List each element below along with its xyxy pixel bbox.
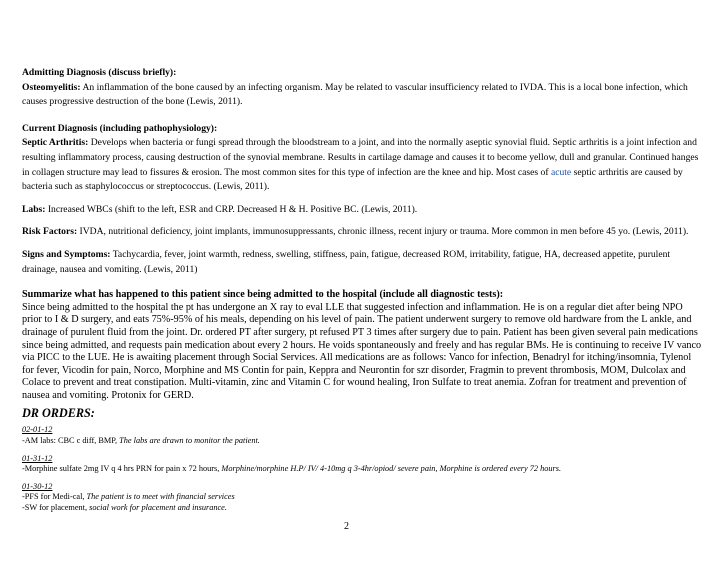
summary-heading: Summarize what has happened to this patient since being admitted to the hospital (include all diagnostic tests): (22, 289, 504, 301)
admitting-diagnosis-section (22, 66, 702, 110)
order-date: 01-31-12 (22, 453, 53, 463)
order-date: 01-30-12 (22, 481, 53, 491)
order-text: -Morphine sulfate 2mg IV q 4 hrs PRN for pain x 72 hours, (22, 464, 222, 474)
current-diagnosis-section (22, 122, 702, 195)
septic-arthritis-text: Develops when bacteria or fungi spread through the bloodstream to a joint, and into the normally aseptic synovial fluid. Septic arthritis is a joint infection and resulting inflammatory process, causing destruction of the synovial membrane. Results in cartilage damage and causes it to become yellow, dull and granular. Continued hanges in collagen structure may lead to fissures & erosion. The most common sites for this type of infection are the knee and hip. Most cases of (22, 137, 699, 178)
order-group (22, 454, 702, 475)
labs-section (22, 203, 702, 218)
risk-factors-section (22, 225, 702, 240)
order-text: -SW for placement, (22, 503, 90, 513)
admitting-diagnosis-heading: Admitting Diagnosis (discuss briefly): (22, 67, 177, 78)
dr-orders-list (22, 425, 702, 513)
order-line (22, 503, 702, 514)
document-page (22, 66, 702, 514)
risk-factors-text: IVDA, nutritional deficiency, joint implants, immunosuppressants, chronic illness, recent injury or trauma. More common in men before 45 yo. (Lewis, 2011). (77, 226, 689, 238)
order-rationale: social work for placement and insurance. (89, 503, 227, 513)
summary-text: Since being admitted to the hospital the pt has undergone an X ray to eval LLE that suggested infection and inflammation. He is on a regular diet after being NPO prior to I & D surgery, and eats 75%-95% of his meals, depending on his level of pain. The patient underwent surgery to remove old hardware from the L ankle, and drainage of purulent fluid from the joint. Dr. ordered PT after surgery, pt refused PT 3 times after surgery due to pain. Patient has been given several pain medications since being admitted, and requests pain medication about every 2 hours. He voids spontaneously and freely and has regular BMs. He is continuing to receive IV vanco via PICC to the LUE. He is awaiting placement through Social Services. All medications are as follows: Vanco for infection, Benadryl for itching/insomnia, Tylenol for fever, Vicodin for pain, Norco, Morphine and MS Contin for pain, Keppra and Neurontin for szr disorder, Fragmin to prevent thrombosis, MOM, Dulcolax and Colace to prevent and treat constipation. Multi-vitamin, zinc and Vitamin C for wound healing, Iron Sulfate to treat anemia. Zofran for treatment and prevention of nausea and vomiting. Protonix for GERD. (22, 301, 702, 401)
current-diagnosis-heading: Current Diagnosis (including pathophysiology): (22, 122, 218, 134)
order-group (22, 425, 702, 446)
order-rationale: The patient is to meet with financial services (86, 492, 235, 502)
order-text: -AM labs: CBC c diff, BMP, (22, 436, 120, 446)
osteomyelitis-text: An inflammation of the bone caused by an infecting organism. May be related to vascular insufficiency related to IVDA. This is a local bone infection, which causes progressive destruction of the bone (Lewis, 2011). (22, 81, 688, 108)
signs-symptoms-text: Tachycardia, fever, joint warmth, redness, swelling, stiffness, pain, fatigue, decreased ROM, irritability, fatigue, HA, decreased appetite, purulent drainage, nausea and vomiting. (Lewis, 2011) (22, 248, 671, 275)
summary-section (22, 289, 702, 402)
risk-factors-label: Risk Factors: (22, 226, 78, 238)
labs-label: Labs: (22, 203, 46, 215)
order-line (22, 464, 702, 475)
order-rationale: Morphine/morphine H.P/ IV/ 4-10mg q 3-4hr/opiod/ severe pain, Morphine is ordered every 72 hours. (221, 464, 562, 474)
acute-word: acute (550, 166, 572, 178)
septic-arthritis-term: Septic Arthritis: (22, 137, 89, 149)
order-date: 02-01-12 (22, 425, 53, 435)
dr-orders-heading: DR ORDERS: (22, 406, 95, 421)
order-group (22, 482, 702, 514)
order-line (22, 492, 702, 503)
signs-symptoms-section (22, 248, 702, 277)
order-rationale: The labs are drawn to monitor the patient. (119, 436, 260, 446)
osteomyelitis-term: Osteomyelitis: (22, 81, 81, 93)
order-text: -PFS for Medi-cal, (22, 492, 87, 502)
labs-text: Increased WBCs (shift to the left, ESR and CRP. Decreased H & H. Positive BC. (Lewis, 2011). (45, 203, 418, 215)
septic-arthritis-text-end: septic arthritis are caused by bacteria such as staphylococcus or streptococcus. (Lewis, 2011). (22, 166, 683, 193)
signs-symptoms-label: Signs and Symptoms: (22, 248, 111, 260)
order-line (22, 436, 702, 447)
page-number: 2 (344, 521, 349, 532)
